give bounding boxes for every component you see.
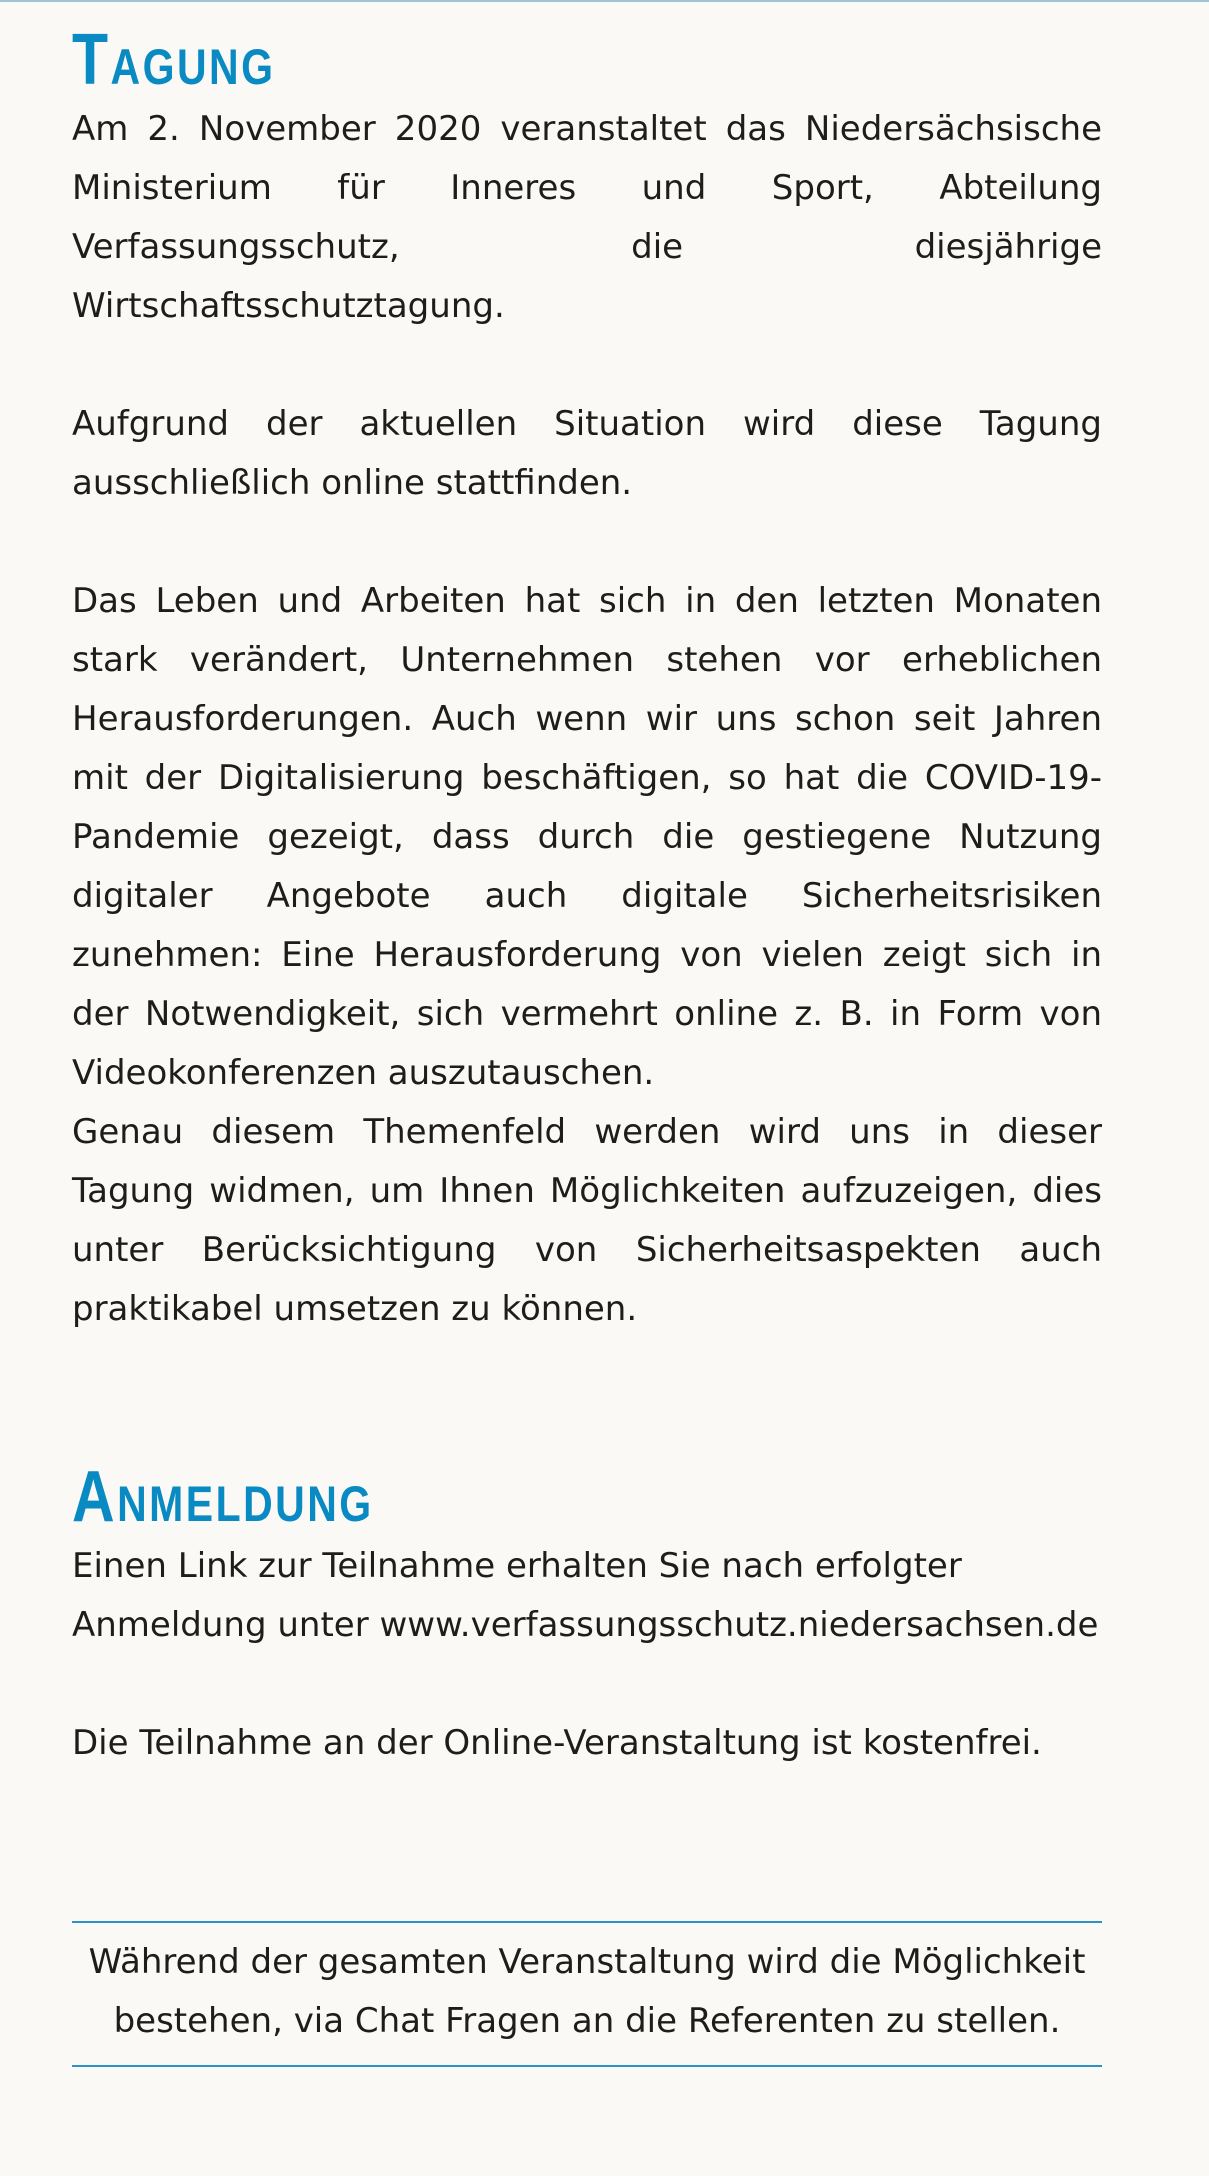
tagung-heading: Tagung xyxy=(72,20,276,100)
section-anmeldung xyxy=(72,1457,1102,1773)
tagung-paragraph-3: Das Leben und Arbeiten hat sich in den letzten Monaten stark verändert, Unternehmen stehen vor erheblichen Herausforderungen. Auch wenn wir uns schon seit Jahren mit der Digitalisierung beschäftigen, so hat die COVID-19-Pandemie gezeigt, dass durch die gestiegene Nutzung digitaler Angebote auch digitale Sicherheitsrisiken zunehmen: Eine Herausforderung von vielen zeigt sich in der Notwendigkeit, sich vermehrt online z. B. in Form von Videokonferenzen auszutauschen. xyxy=(72,581,1102,1093)
tagung-paragraph-1: Am 2. November 2020 veranstaltet das Niedersächsische Ministerium für Inneres und Sport, Abteilung Verfassungsschutz, die diesjährige Wirtschaftsschutztagung. xyxy=(72,109,1102,326)
anmeldung-paragraph-1: Einen Link zur Teilnahme erhalten Sie nach erfolgter Anmeldung unter www.verfassungsschutz.niedersachsen.de xyxy=(72,1546,1099,1645)
tagung-paragraph-2: Aufgrund der aktuellen Situation wird diese Tagung ausschließlich online stattfinden. xyxy=(72,404,1102,503)
section-tagung xyxy=(72,20,1102,1339)
callout-line-2: bestehen, via Chat Fragen an die Referenten zu stellen. xyxy=(113,2001,1061,2041)
anmeldung-heading: Anmeldung xyxy=(72,1457,374,1537)
top-divider xyxy=(0,0,1209,2)
page-content xyxy=(72,20,1102,2067)
tagung-paragraph-4: Genau diesem Themenfeld werden wird uns in dieser Tagung widmen, um Ihnen Möglichkeiten aufzuzeigen, dies unter Berücksichtigung von Sicherheitsaspekten auch praktikabel umsetzen zu können. xyxy=(72,1112,1102,1329)
chat-callout xyxy=(72,1921,1102,2067)
callout-line-1: Während der gesamten Veranstaltung wird die Möglichkeit xyxy=(88,1942,1086,1982)
anmeldung-paragraph-2: Die Teilnahme an der Online-Veranstaltung ist kostenfrei. xyxy=(72,1723,1042,1763)
